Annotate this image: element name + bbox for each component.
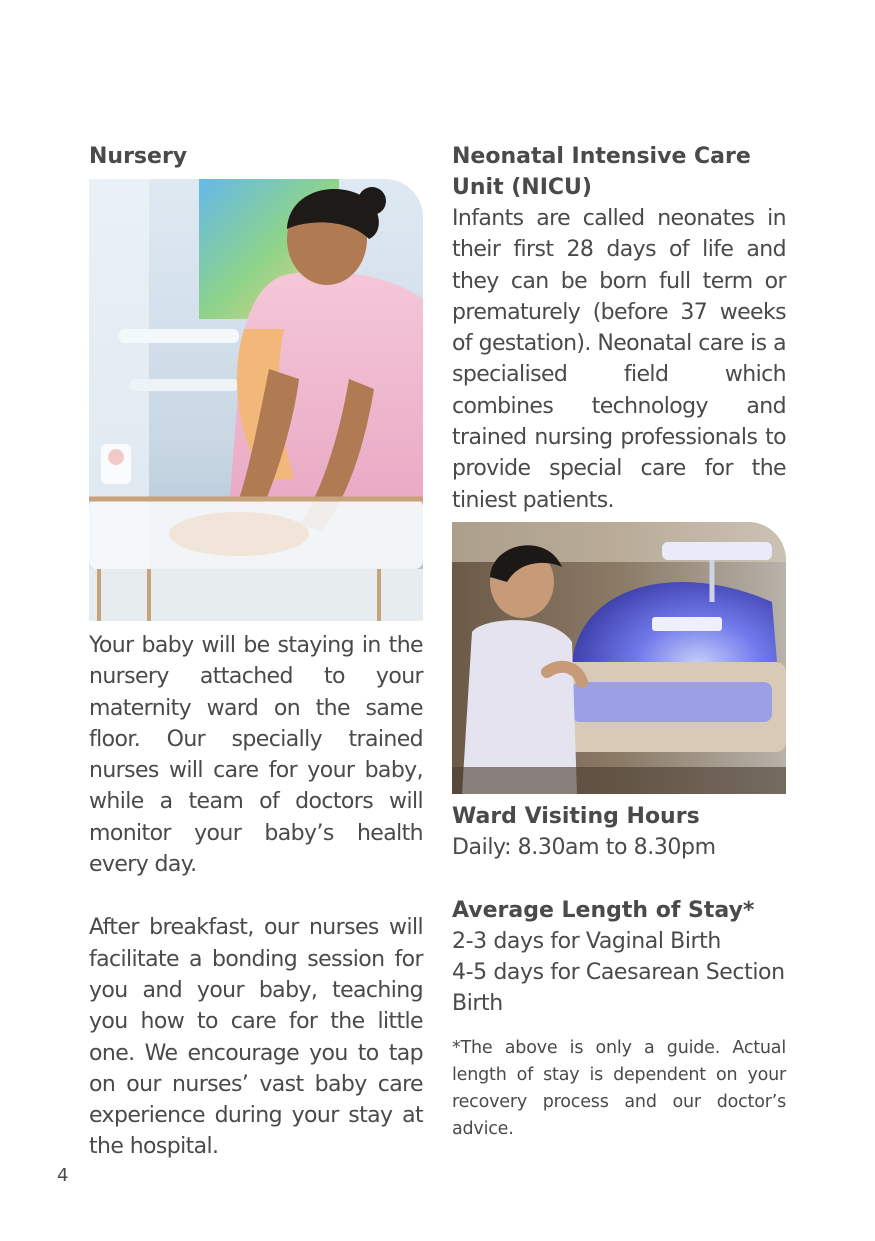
stay-caesarean-birth: 4-5 days for Caesarean Section (452, 959, 785, 985)
visiting-hours-heading: Ward Visiting Hours (452, 803, 700, 829)
stay-footnote: *The above is only a guide. Actual length of stay is dependent on your recovery process and our doctor’s advice. (452, 1037, 786, 1139)
page-number: 4 (57, 1165, 69, 1186)
nursery-paragraph-1: Your baby will be staying in the nursery attached to your maternity ward on the same floor. Our specially trained nurses will care for your baby, while a team of doctors will monitor your baby’s health every day. (89, 633, 423, 878)
nicu-heading-line-1: Neonatal Intensive Care (452, 144, 751, 169)
nicu-photo (452, 522, 786, 794)
nursery-section (89, 141, 423, 1163)
nicu-heading-line-2: Unit (NICU) (452, 175, 592, 200)
nursery-heading: Nursery (89, 144, 188, 169)
length-of-stay-heading: Average Length of Stay* (452, 897, 755, 923)
nicu-section (452, 141, 786, 1143)
nicu-paragraph: Infants are called neonates in their first 28 days of life and they can be born full term or prematurely (before 37 weeks of gestation). Neonatal care is a specialised field which combines technology and trained nursing professionals to provide special care for the tiniest patients. (452, 206, 786, 513)
nursery-photo (89, 179, 423, 621)
section-gap (452, 863, 786, 895)
nursery-paragraph-2: After breakfast, our nurses will facilitate a bonding session for you and your baby, teaching you how to care for the little one. We encourage you to tap on our nurses’ vast baby care experience during your stay at the hospital. (89, 915, 423, 1160)
stay-caesarean-birth-cont: Birth (452, 990, 503, 1016)
stay-vaginal-birth: 2-3 days for Vaginal Birth (452, 928, 721, 954)
visiting-hours-value: Daily: 8.30am to 8.30pm (452, 834, 716, 860)
paragraph-gap (89, 880, 423, 912)
